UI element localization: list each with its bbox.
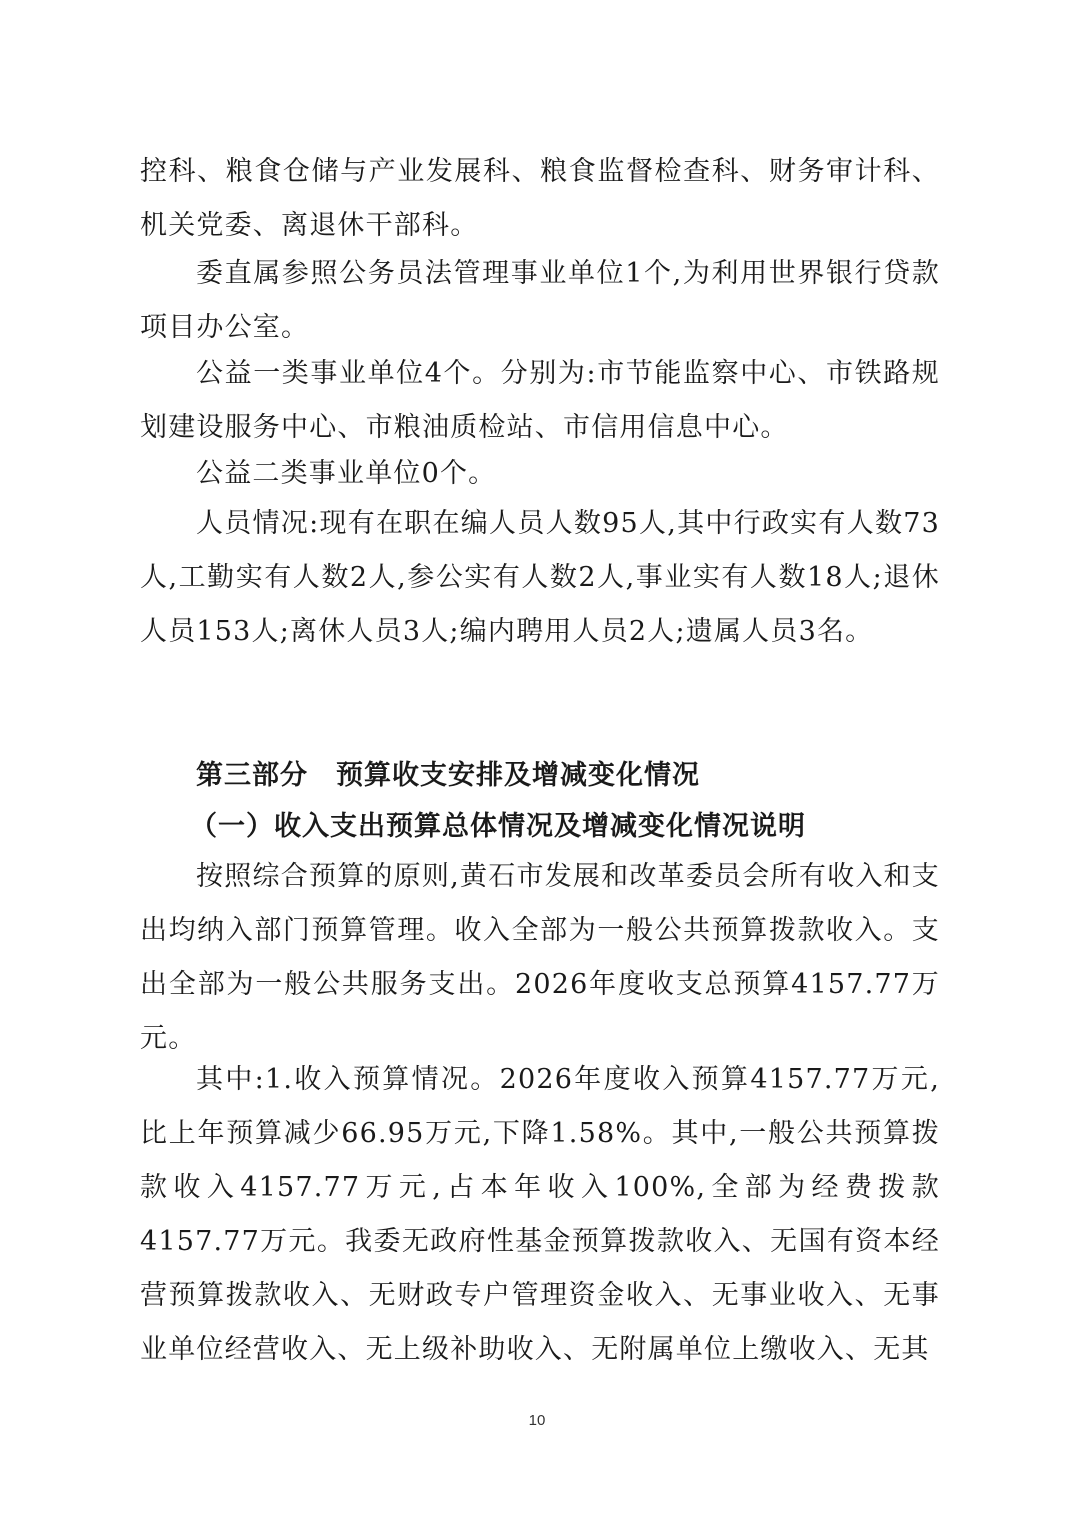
page-number: 10: [528, 1412, 546, 1429]
paragraph-affiliated-unit: 委直属参照公务员法管理事业单位1个,为利用世界银行贷款项目办公室。: [140, 258, 940, 343]
paragraph-departments-continued: 控科、粮食仓储与产业发展科、粮食监督检查科、财务审计科、机关党委、离退休干部科。: [140, 156, 940, 241]
section-heading: 第三部分 预算收支安排及增减变化情况: [196, 760, 700, 791]
paragraph-public-welfare-class-one: 公益一类事业单位4个。分别为:市节能监察中心、市铁路规划建设服务中心、市粮油质检站、市信用信息中心。: [140, 358, 940, 443]
subsection-heading: （一）收入支出预算总体情况及增减变化情况说明: [190, 811, 806, 842]
paragraph-budget-overview: 按照综合预算的原则,黄石市发展和改革委员会所有收入和支出均纳入部门预算管理。收入全部为一般公共预算拨款收入。支出全部为一般公共服务支出。2026年度收支总预算4157.77万元。: [140, 861, 940, 1054]
paragraph-income-budget: 其中:1.收入预算情况。2026年度收入预算4157.77万元,比上年预算减少66.95万元,下降1.58%。其中,一般公共预算拨款收入4157.77万元,占本年收入100%,全部为经费拨款4157.77万元。我委无政府性基金预算拨款收入、无国有资本经营预算拨款收入、无财政专户管理资金收入、无事业收入、无事业单位经营收入、无上级补助收入、无附属单位上缴收入、无其: [140, 1064, 940, 1365]
paragraph-public-welfare-class-two: 公益二类事业单位0个。: [196, 458, 497, 489]
paragraph-staffing: 人员情况:现有在职在编人员人数95人,其中行政实有人数73人,工勤实有人数2人,参公实有人数2人,事业实有人数18人;退休人员153人;离休人员3人;编内聘用人员2人;遗属人员3名。: [140, 508, 940, 647]
